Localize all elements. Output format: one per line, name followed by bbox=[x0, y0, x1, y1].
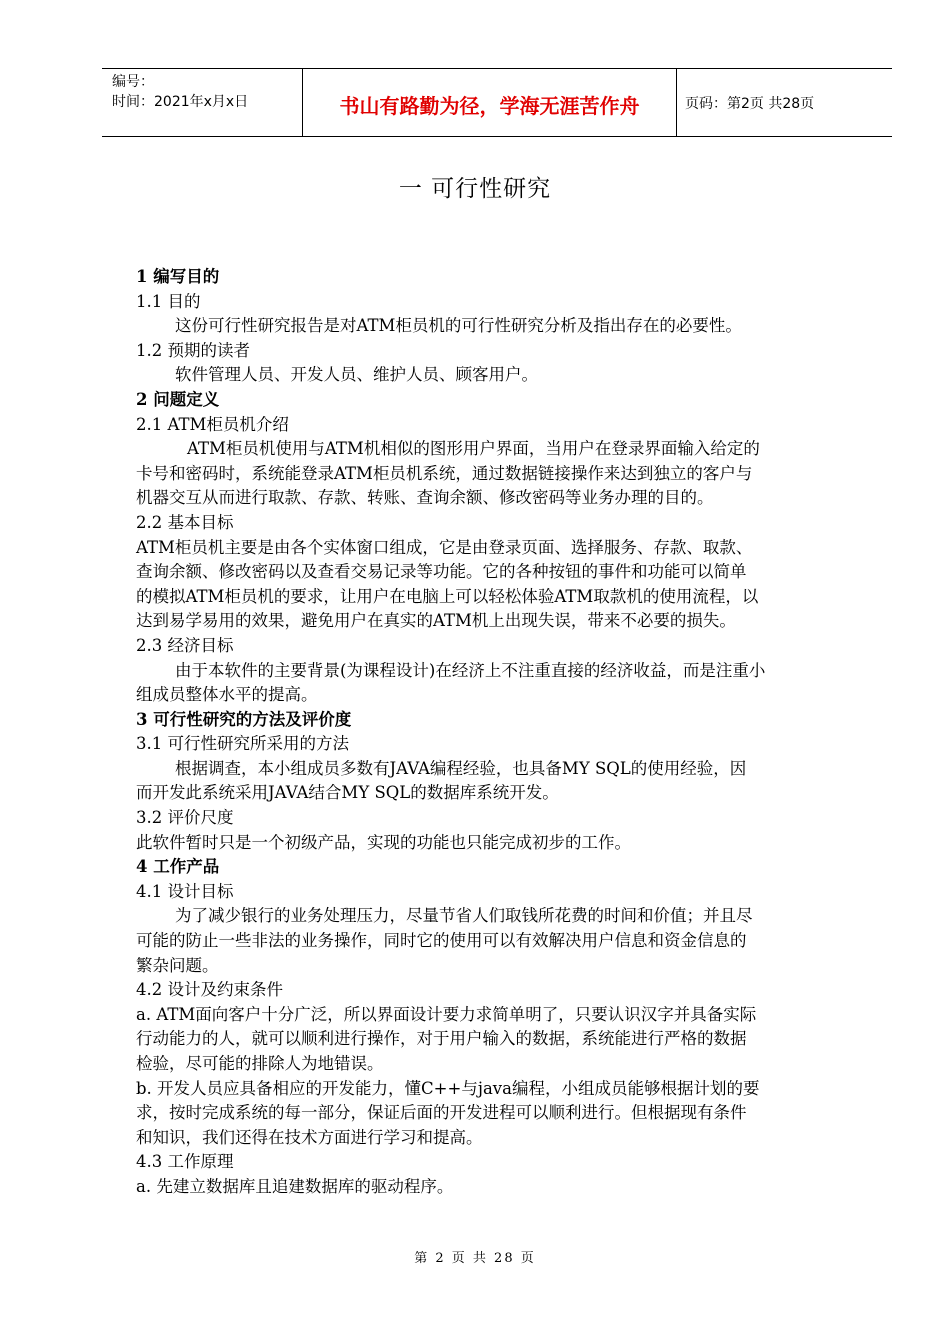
subsection-heading: 2.3 经济目标 bbox=[136, 635, 234, 655]
subsection-heading: 4.1 设计目标 bbox=[136, 881, 234, 901]
paragraph-line: 由于本软件的主要背景(为课程设计)在经济上不注重直接的经济收益，而是注重小 bbox=[175, 660, 766, 680]
subsection-heading: 4.2 设计及约束条件 bbox=[136, 980, 283, 1000]
paragraph-line: 软件管理人员、开发人员、维护人员、顾客用户。 bbox=[175, 365, 538, 385]
subsection-heading: 3.1 可行性研究所采用的方法 bbox=[136, 734, 349, 754]
paragraph-line: a. ATM面向客户十分广泛，所以界面设计要力求简单明了，只要认识汉字并具备实际 bbox=[136, 1004, 757, 1024]
paragraph-line: 达到易学易用的效果，避免用户在真实的ATM机上出现失误，带来不必要的损失。 bbox=[136, 611, 736, 631]
paragraph-line: 繁杂问题。 bbox=[136, 955, 219, 975]
paragraph-line: 卡号和密码时，系统能登录ATM柜员机系统，通过数据链接操作来达到独立的客户与 bbox=[136, 463, 753, 483]
header-page-info: 页码：第2页 共28页 bbox=[685, 95, 815, 112]
paragraph-line: 求，按时完成系统的每一部分，保证后面的开发进程可以顺利进行。但根据现有条件 bbox=[136, 1103, 747, 1123]
page-footer: 第 2 页 共 28 页 bbox=[414, 1251, 536, 1266]
paragraph-line: b. 开发人员应具备相应的开发能力，懂C++与java编程，小组成员能够根据计划的要 bbox=[136, 1078, 760, 1098]
subsection-heading: 1.2 预期的读者 bbox=[136, 340, 250, 360]
subsection-heading: 1.1 目的 bbox=[136, 291, 201, 311]
paragraph-line: 根据调查，本小组成员多数有JAVA编程经验，也具备MY SQL的使用经验，因 bbox=[175, 758, 747, 778]
paragraph-line: 行动能力的人，就可以顺利进行操作，对于用户输入的数据，系统能进行严格的数据 bbox=[136, 1029, 747, 1049]
document-time-label: 时间：2021年x月x日 bbox=[112, 94, 249, 110]
header-meta bbox=[102, 69, 303, 136]
page-header bbox=[102, 68, 892, 137]
subsection-heading: 2.1 ATM柜员机介绍 bbox=[136, 414, 289, 434]
paragraph-line: 的模拟ATM柜员机的要求，让用户在电脑上可以轻松体验ATM取款机的使用流程，以 bbox=[136, 586, 759, 606]
section-heading: 4 工作产品 bbox=[136, 857, 220, 877]
section-heading: 1 编写目的 bbox=[136, 267, 220, 286]
paragraph-line: 组成员整体水平的提高。 bbox=[136, 685, 318, 705]
paragraph-line: 查询余额、修改密码以及查看交易记录等功能。它的各种按钮的事件和功能可以简单 bbox=[136, 562, 747, 582]
paragraph-line: 机器交互从而进行取款、存款、转账、查询余额、修改密码等业务办理的目的。 bbox=[136, 488, 714, 508]
paragraph-line: 和知识，我们还得在技术方面进行学习和提高。 bbox=[136, 1127, 483, 1147]
paragraph-line: a. 先建立数据库且追建数据库的驱动程序。 bbox=[136, 1176, 454, 1196]
paragraph-line: 这份可行性研究报告是对ATM柜员机的可行性研究分析及指出存在的必要性。 bbox=[175, 316, 742, 336]
paragraph-line: ATM柜员机主要是由各个实体窗口组成，它是由登录页面、选择服务、存款、取款、 bbox=[136, 537, 753, 557]
document-body bbox=[136, 265, 858, 1200]
subsection-heading: 4.3 工作原理 bbox=[136, 1152, 234, 1172]
paragraph-line: 而开发此系统采用JAVA结合MY SQL的数据库系统开发。 bbox=[136, 783, 559, 803]
paragraph-line: 可能的防止一些非法的业务操作，同时它的使用可以有效解决用户信息和资金信息的 bbox=[136, 931, 747, 951]
paragraph-line: 此软件暂时只是一个初级产品，实现的功能也只能完成初步的工作。 bbox=[136, 832, 631, 852]
document-number-label: 编号： bbox=[112, 74, 154, 90]
subsection-heading: 3.2 评价尺度 bbox=[136, 808, 234, 828]
paragraph-line: 检验，尽可能的排除人为地错误。 bbox=[136, 1054, 384, 1073]
document-title: 一 可行性研究 bbox=[398, 176, 552, 202]
header-motto: 书山有路勤为径，学海无涯苦作舟 bbox=[303, 69, 677, 136]
paragraph-line: ATM柜员机使用与ATM机相似的图形用户界面，当用户在登录界面输入给定的 bbox=[187, 439, 760, 459]
section-heading: 2 问题定义 bbox=[136, 389, 220, 409]
subsection-heading: 2.2 基本目标 bbox=[136, 512, 234, 532]
section-heading: 3 可行性研究的方法及评价度 bbox=[136, 709, 352, 729]
paragraph-line: 为了减少银行的业务处理压力，尽量节省人们取钱所花费的时间和价值；并且尽 bbox=[175, 906, 753, 926]
